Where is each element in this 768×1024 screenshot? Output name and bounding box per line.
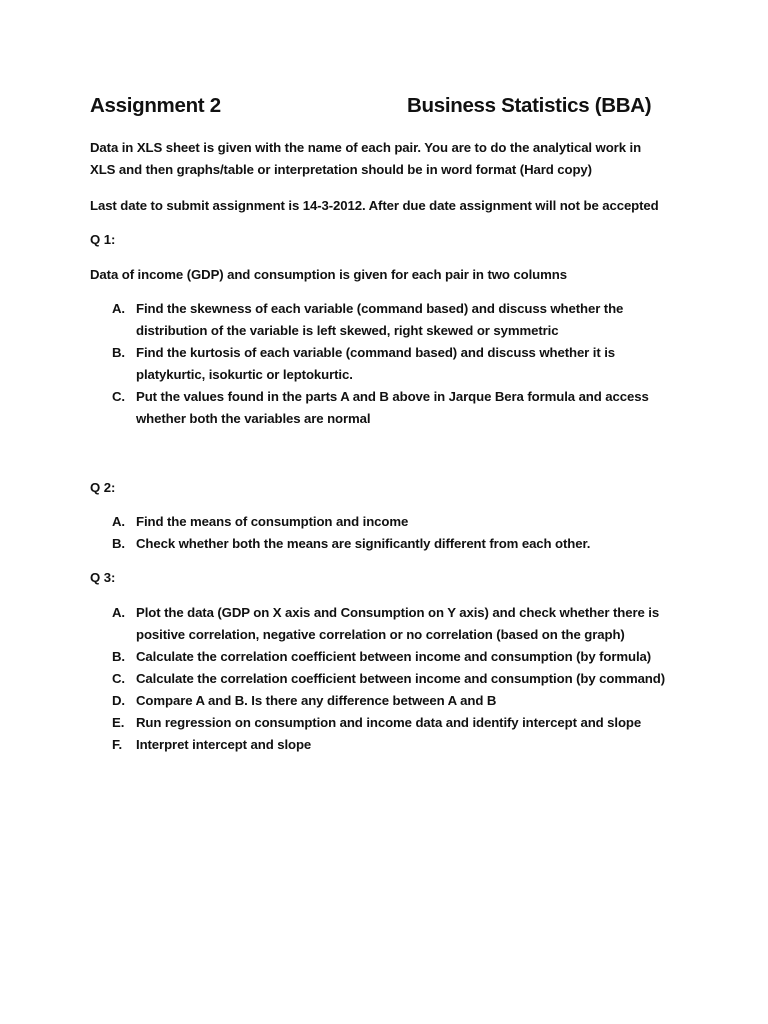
list-item (90, 342, 649, 386)
list-item-text: Calculate the correlation coefficient between income and consumption (by formula) (136, 649, 652, 664)
q1-list (90, 298, 649, 430)
q2-heading: Q 2: (90, 480, 116, 495)
q2-list (90, 511, 590, 555)
list-item (90, 690, 665, 712)
list-marker: A. (112, 301, 125, 316)
list-item-text: Check whether both the means are significantly different from each other. (136, 536, 591, 551)
list-item-text: Compare A and B. Is there any difference between A and B (136, 693, 497, 708)
list-item-text: Find the means of consumption and income (136, 514, 409, 529)
list-item (90, 646, 665, 668)
list-item (90, 602, 665, 646)
list-item (90, 734, 665, 756)
list-marker: A. (112, 605, 125, 620)
list-marker: B. (112, 649, 125, 664)
q1-description: Data of income (GDP) and consumption is given for each pair in two columns (90, 267, 567, 282)
list-item-text: Put the values found in the parts A and B above in Jarque Bera formula and access (136, 389, 649, 404)
list-item-text: Interpret intercept and slope (136, 737, 312, 752)
list-marker: B. (112, 345, 125, 360)
deadline-text: Last date to submit assignment is 14-3-2012. After due date assignment will not be accepted (90, 198, 659, 213)
list-item (90, 298, 649, 342)
course-title: Business Statistics (BBA) (407, 94, 652, 117)
list-item (90, 668, 665, 690)
list-marker: C. (112, 389, 125, 404)
intro-line-2: XLS and then graphs/table or interpretation should be in word format (Hard copy) (90, 162, 592, 177)
list-item-text: Plot the data (GDP on X axis and Consumption on Y axis) and check whether there is (136, 605, 660, 620)
list-marker: E. (112, 715, 125, 730)
list-marker: C. (112, 671, 125, 686)
list-item-text: Find the skewness of each variable (command based) and discuss whether the (136, 301, 624, 316)
list-item-text: whether both the variables are normal (136, 411, 371, 426)
q1-heading: Q 1: (90, 232, 116, 247)
list-item-text: Run regression on consumption and income data and identify intercept and slope (136, 715, 642, 730)
intro-line-1: Data in XLS sheet is given with the name of each pair. You are to do the analytical work in (90, 140, 642, 155)
list-marker: A. (112, 514, 125, 529)
list-marker: B. (112, 536, 125, 551)
list-item (90, 712, 665, 734)
list-item-text: Find the kurtosis of each variable (command based) and discuss whether it is (136, 345, 615, 360)
list-marker: F. (112, 737, 123, 752)
list-item (90, 511, 590, 533)
q3-heading: Q 3: (90, 570, 116, 585)
title-row (90, 94, 690, 124)
assignment-title: Assignment 2 (90, 94, 221, 117)
q3-list (90, 602, 665, 756)
list-item (90, 386, 649, 430)
list-item-text: platykurtic, isokurtic or leptokurtic. (136, 367, 353, 382)
list-item-text: positive correlation, negative correlation or no correlation (based on the graph) (136, 627, 625, 642)
list-item-text: Calculate the correlation coefficient between income and consumption (by command) (136, 671, 666, 686)
list-item-text: distribution of the variable is left skewed, right skewed or symmetric (136, 323, 559, 338)
list-marker: D. (112, 693, 125, 708)
list-item (90, 533, 590, 555)
